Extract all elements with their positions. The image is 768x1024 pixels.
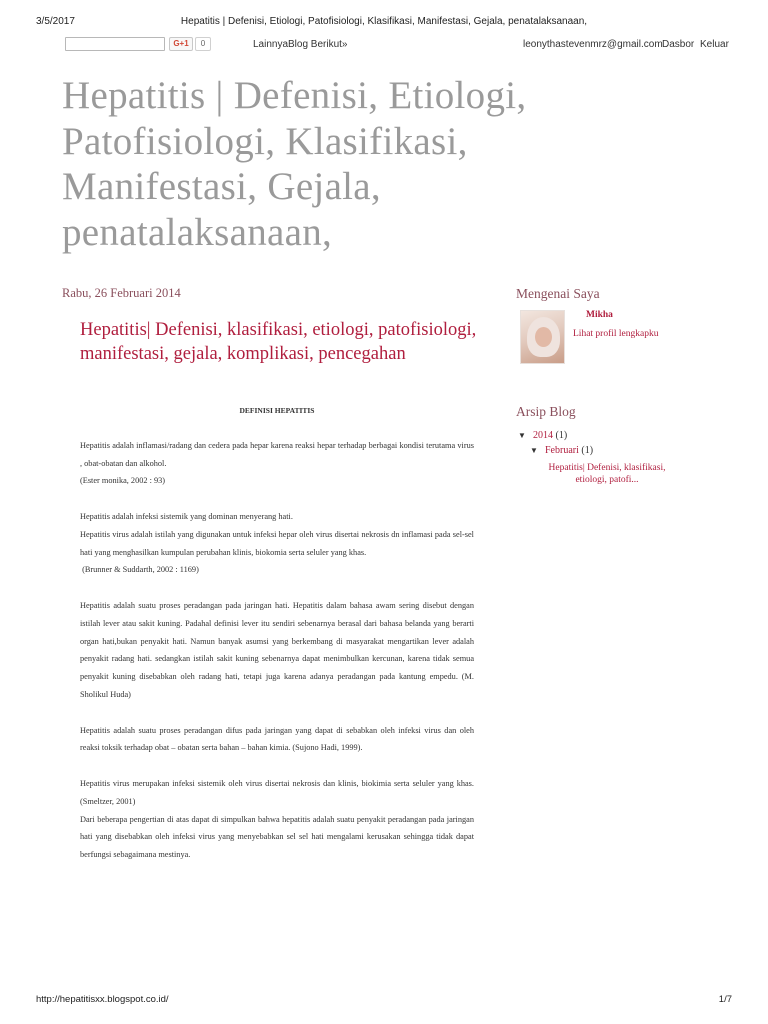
citation: (Brunner & Suddarth, 2002 : 1169) xyxy=(80,565,199,575)
page-url: http://hepatitisxx.blogspot.co.id/ xyxy=(36,994,169,1005)
page-number: 1/7 xyxy=(718,994,732,1005)
archive-year-link[interactable]: 2014 xyxy=(533,430,553,441)
avatar[interactable] xyxy=(520,310,565,364)
paragraph: Hepatitis adalah inflamasi/radang dan cedera pada hepar karena reaksi hepar terhadap berbagai kondisi terutama virus , obat-obatan dan alkohol. xyxy=(80,440,474,468)
paragraph: Hepatitis adalah suatu proses peradangan pada jaringan hati. Hepatitis dalam bahasa awam sering disebut dengan istilah lever atau sakit kuning. Padahal definisi lever itu sendiri sebenarnya berasal dari bahasa belanda yang berarti organ hati,bukan penyakit hati. Namun banyak asumsi yang berkembang di masyarakat mengartikan lever adalah penyakit radang hati. sedangkan istilah sakit kuning sebenarnya dapat menimbulkan kercunan, karena tidak semua penyakit kuning disebabkan oleh radang hati, tetapi juga karena adanya peradangan pada kantung empedu. (M. Sholikul Huda) xyxy=(80,600,474,699)
print-footer xyxy=(36,994,732,1008)
archive-widget xyxy=(516,428,716,486)
more-link[interactable]: Lainnya xyxy=(253,39,289,50)
post-date: Rabu, 26 Februari 2014 xyxy=(62,286,181,300)
profile-link[interactable]: Lihat profil lengkapku xyxy=(573,329,659,339)
archive-title: Arsip Blog xyxy=(516,404,576,419)
dashboard-link[interactable]: Dasbor xyxy=(662,39,695,50)
expand-arrow-icon[interactable]: ▼ xyxy=(518,431,526,440)
next-blog-link[interactable]: Blog Berikut» xyxy=(288,39,348,50)
google-plus-button[interactable]: G+1 xyxy=(169,37,193,51)
paragraph: Hepatitis adalah infeksi sistemik yang dominan menyerang hati. xyxy=(80,511,293,521)
blogger-navbar xyxy=(60,35,732,55)
expand-arrow-icon[interactable]: ▼ xyxy=(530,446,538,455)
user-email: leonythastevenmrz@gmail.com xyxy=(523,39,663,50)
print-date: 3/5/2017 xyxy=(36,16,75,27)
archive-year-count: (1) xyxy=(555,430,568,441)
search-input[interactable] xyxy=(65,37,165,51)
paragraph: Hepatitis virus merupakan infeksi sistemik oleh virus disertai nekrosis dan klinis, biokimia serta seluler yang khas. (Smeltzer, 2001) xyxy=(80,778,474,806)
sidebar xyxy=(516,286,716,486)
citation: (Ester monika, 2002 : 93) xyxy=(80,476,166,486)
about-widget xyxy=(516,310,716,370)
blog-title[interactable]: Hepatitis | Defenisi, Etiologi, Patofisiologi, Klasifikasi, Manifestasi, Gejala, penatalaksanaan, xyxy=(62,74,527,254)
print-header xyxy=(36,16,732,30)
archive-post-link[interactable]: Hepatitis| Defenisi, klasifikasi, etiologi, patofi... xyxy=(548,463,666,485)
logout-link[interactable]: Keluar xyxy=(700,39,729,50)
post-body xyxy=(80,402,474,864)
archive-month-link[interactable]: Februari xyxy=(545,445,579,456)
section-heading: DEFINISI HEPATITIS xyxy=(239,406,315,415)
paragraph: Dari beberapa pengertian di atas dapat di simpulkan bahwa hepatitis adalah suatu penyakit peradangan pada jaringan hati yang disebabkan oleh infeksi virus yang menyebabkan sel sel hati mengalami kerusakan sehingga tidak dapat berfungsi sebagaimana mestinya. xyxy=(80,814,474,860)
profile-name-link[interactable]: Mikha xyxy=(586,310,613,320)
archive-month-count: (1) xyxy=(581,445,594,456)
paragraph: Hepatitis adalah suatu proses peradangan difus pada jaringan yang dapat di sebabkan oleh infeksi virus dan oleh reaksi toksik terhadap obat – obatan serta bahan – bahan kimia. (Sujono Hadi, 1999). xyxy=(80,725,474,753)
print-page-title: Hepatitis | Defenisi, Etiologi, Patofisiologi, Klasifikasi, Manifestasi, Gejala, penatalaksanaan, xyxy=(180,16,588,27)
google-plus-count: 0 xyxy=(195,37,211,51)
archive-month-row xyxy=(516,443,716,458)
about-title: Mengenai Saya xyxy=(516,286,600,301)
archive-year-row xyxy=(516,428,716,443)
post-title[interactable]: Hepatitis| Defenisi, klasifikasi, etiologi, patofisiologi, manifestasi, gejala, komplikasi, pencegahan xyxy=(80,320,477,364)
paragraph: Hepatitis virus adalah istilah yang digunakan untuk infeksi hepar oleh virus disertai nekrosis dn inflamasi pada sel-sel hati yang menghasilkan kumpulan perubahan klinis, biokomia serta seluler yang khas. xyxy=(80,529,474,557)
